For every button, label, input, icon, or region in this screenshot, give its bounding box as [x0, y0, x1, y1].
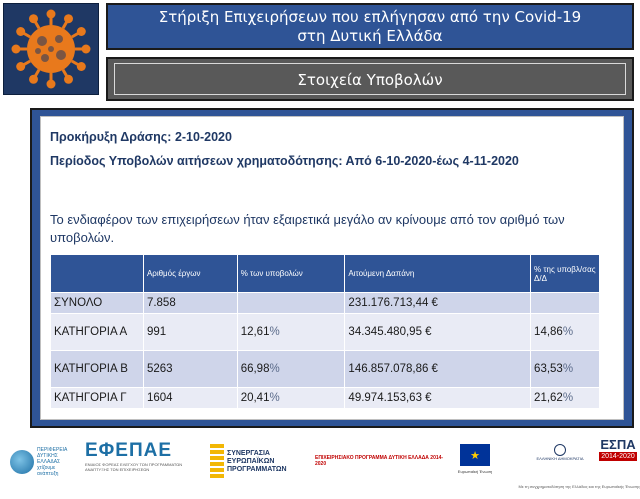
percent-sign: %: [269, 363, 280, 375]
virus-spike-tip: [16, 27, 25, 36]
virus-spike-tip: [29, 14, 38, 23]
description-text: Το ενδιαφέρον των επιχειρήσεων ήταν εξαιρετικά μεγάλο αν κρίνουμε από τον αριθμό των υποβολών.: [50, 212, 565, 245]
percent-value: 20,41: [240, 392, 270, 404]
virus-spot: [48, 46, 54, 52]
percent-value: 12,61: [240, 326, 270, 338]
row-percent: [237, 293, 345, 314]
virus-spike-tip: [12, 45, 21, 54]
greek-state-logo: [530, 444, 590, 470]
row-amount: 146.857.078,86 €: [345, 351, 531, 388]
virus-spike-tip: [29, 75, 38, 84]
virus-spot: [56, 50, 66, 60]
virus-spike-tip: [77, 27, 86, 36]
program-logo: [315, 454, 450, 468]
percent-value: 21,62: [534, 392, 563, 404]
globe-icon: [10, 450, 34, 474]
row-count: 1604: [143, 388, 237, 409]
efepae-logo: [85, 440, 203, 484]
eu-caption: Ευρωπαϊκή Ένωση: [457, 469, 493, 474]
virus-spike-tip: [16, 62, 25, 71]
efepae-subtitle: ΕΝΙΑΙΟΣ ΦΟΡΕΑΣ ΕΛΕΓΧΟΥ ΤΩΝ ΠΡΟΓΡΑΜΜΑΤΩΝ ΑΝΑΠΤΥΞΗΣ ΤΩΝ ΕΠΙΧΕΙΡΗΣΕΩΝ: [85, 462, 183, 472]
row-amount: 34.345.480,95 €: [345, 314, 531, 351]
virus-spot: [41, 54, 49, 62]
percent-sign: %: [562, 363, 574, 375]
cofunding-note: Με τη συγχρηματοδότηση της Ελλάδας και της Ευρωπαϊκής Ένωσης: [518, 484, 640, 489]
efepae-logo-text: ΕΦΕΠΑΕ: [85, 440, 173, 461]
header-count: Αριθμός έργων: [143, 255, 237, 293]
region-slogan: χτίζουμε ανάπτυξη: [37, 465, 59, 477]
header-amount: Αιτούμενη Δαπάνη: [345, 255, 531, 293]
page-title: [106, 3, 634, 50]
submissions-content: [40, 116, 624, 420]
row-amount-percent: [531, 314, 600, 351]
region-logo: [10, 442, 70, 482]
funds-logo: [210, 440, 305, 484]
virus-spike-tip: [64, 14, 73, 23]
table-row: [51, 388, 600, 409]
header-percent: % των υποβολών: [237, 255, 345, 293]
row-label: ΚΑΤΗΓΟΡΙΑ Β: [51, 351, 144, 388]
eu-flag-icon: ★: [460, 444, 490, 466]
announcement-date: Προκήρυξη Δράσης: 2-10-2020: [50, 130, 232, 144]
greek-state-text: ΕΛΛΗΝΙΚΗ ΔΗΜΟΚΡΑΤΙΑ: [536, 456, 584, 461]
percent-value: 63,53: [534, 363, 563, 375]
virus-spike-tip: [47, 10, 56, 19]
row-count: 991: [143, 314, 237, 351]
espa-years: 2014-2020: [601, 453, 635, 460]
espa-logo-text: ΕΣΠΑ: [600, 437, 636, 452]
espa-logo: [598, 438, 638, 472]
stars-column-icon: [210, 444, 224, 480]
virus-spike-tip: [64, 75, 73, 84]
sponsor-logos-footer: [0, 432, 640, 499]
region-logo-text: ΠΕΡΙΦΕΡΕΙΑ ΔΥΤΙΚΗΣ ΕΛΛΑΔΑΣ: [37, 447, 68, 465]
row-percent: [237, 314, 345, 351]
percent-sign: %: [269, 392, 280, 404]
table-row: [51, 314, 600, 351]
table-row: [51, 351, 600, 388]
table-header-row: [51, 255, 600, 293]
percent-sign: %: [562, 326, 574, 338]
row-percent: [237, 388, 345, 409]
title-line-1: Στήριξη Επιχειρήσεων που επλήγησαν από την Covid-19: [158, 8, 582, 26]
submissions-table: [50, 254, 600, 409]
row-label: ΚΑΤΗΓΟΡΙΑ Γ: [51, 388, 144, 409]
section-header: [106, 57, 634, 101]
header-label: [51, 255, 144, 293]
section-title: Στοιχεία Υποβολών: [114, 63, 626, 95]
percent-sign: %: [562, 392, 574, 404]
virus-spike-tip: [77, 62, 86, 71]
virus-spike-tip: [47, 80, 56, 89]
submissions-panel: [30, 108, 634, 428]
row-label: ΣΥΝΟΛΟ: [51, 293, 144, 314]
submission-period: Περίοδος Υποβολών αιτήσεων χρηματοδότησης: Από 6-10-2020-έως 4-11-2020: [50, 154, 519, 168]
row-amount: 49.974.153,63 €: [345, 388, 531, 409]
percent-value: 66,98: [240, 363, 270, 375]
virus-spot: [35, 48, 41, 54]
row-amount-percent: [531, 293, 600, 314]
virus-spot: [37, 36, 47, 46]
percent-sign: %: [269, 326, 280, 338]
table-row: [51, 293, 600, 314]
percent-value: 14,86: [534, 326, 563, 338]
row-count: 5263: [143, 351, 237, 388]
row-percent: [237, 351, 345, 388]
row-count: 7.858: [143, 293, 237, 314]
row-label: ΚΑΤΗΓΟΡΙΑ Α: [51, 314, 144, 351]
virus-spot: [55, 35, 63, 43]
funds-logo-text: ΣΥΝΕΡΓΑΣΙΑ ΕΥΡΩΠΑΪΚΩΝ ΠΡΟΓΡΑΜΜΑΤΩΝ: [227, 450, 287, 473]
row-amount: 231.176.713,44 €: [345, 293, 531, 314]
greek-crest-icon: [554, 444, 566, 456]
row-amount-percent: [531, 388, 600, 409]
row-amount-percent: [531, 351, 600, 388]
coronavirus-logo: [3, 3, 99, 95]
title-line-2: στη Δυτική Ελλάδα: [297, 27, 443, 45]
virus-spike-tip: [82, 45, 91, 54]
coronavirus-icon: [4, 4, 98, 94]
header-amount-percent: % της υποβλ/σας Δ/Δ: [531, 255, 600, 293]
program-logo-text: ΕΠΙΧΕΙΡΗΣΙΑΚΟ ΠΡΟΓΡΑΜΜΑ ΔΥΤΙΚΗ ΕΛΛΑΔΑ 2014-2020: [315, 455, 444, 467]
